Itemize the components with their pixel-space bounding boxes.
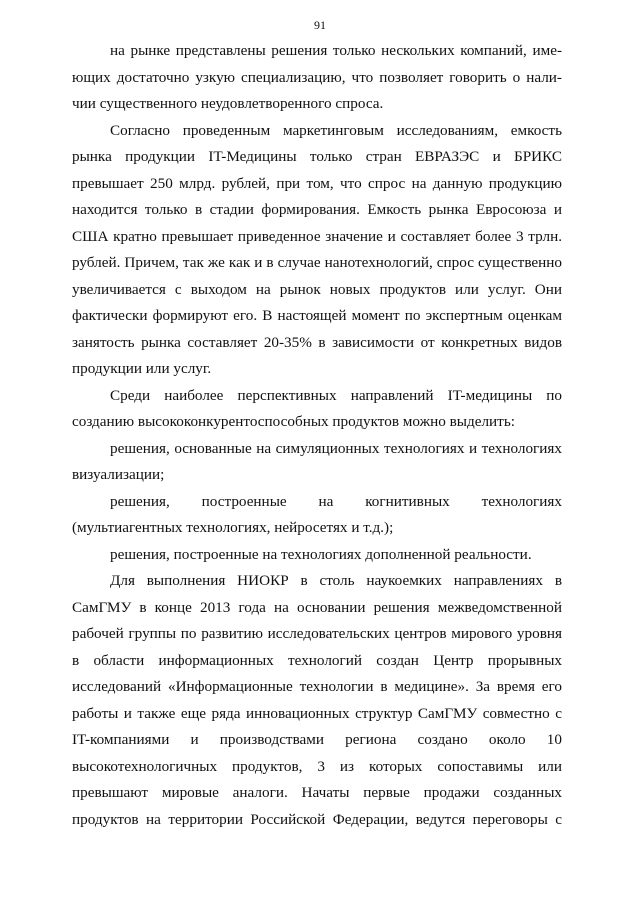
text-line: решения, основанные на симуляционных технологиях и технологиях [110,439,562,457]
text-line: СамГМУ в конце 2013 года на основании решения межведомственной [72,598,562,616]
paragraph-directions-intro [72,383,562,436]
text-line: на рынке представлены решения только нескольких компаний, име- [110,42,562,59]
page-number: 91 [314,18,326,32]
text-line: продуктов на территории Российской Федерации, ведутся переговоры с [72,810,562,828]
text-line: чии существенного неудовлетворенного спроса. [72,95,384,112]
word: решения, [110,492,170,510]
text-line: решения, построенные на технологиях дополненной реальности. [110,545,532,563]
document-body [72,38,562,833]
word: технологиях [481,492,562,510]
list-item-augmented-reality [72,542,562,569]
list-item-simulation [72,436,562,489]
text-line: превышает 250 млрд. рублей, при том, что спрос на данную продукцию [72,174,562,192]
paragraph-market-continuation [72,38,562,118]
text-line: в области информационных технологий создан Центр прорывных [72,651,562,669]
word: построенные [201,492,287,510]
word: когнитивных [365,492,450,510]
text-line: ющих достаточно узкую специализацию, что позволяет говорить о нали- [72,68,562,86]
text-line: Среди наиболее перспективных направлений IT-медицины по [110,386,562,404]
text-line [72,489,562,516]
text-line: исследований «Информационные технологии в медицине». За время его [72,678,562,695]
text-line: США кратно превышает приведенное значение и составляет более 3 трлн. [72,227,562,245]
text-line: IT-компаниями и производствами региона создано около 10 [72,731,562,748]
text-line: Согласно проведенным маркетинговым исследованиям, емкость [110,121,562,139]
word: на [318,492,334,510]
text-line: работы и также еще ряда инновационных структур СамГМУ совместно с [72,704,562,722]
list-item-cognitive [72,489,562,542]
text-line: превышают мировые аналоги. Начаты первые продажи созданных [72,784,562,801]
text-line: созданию высококонкурентоспособных продуктов можно выделить: [72,413,515,430]
text-line: высокотехнологичных продуктов, 3 из которых сопоставимы или [72,757,562,775]
text-line: фактически формируют его. В настоящей момент по экспертным оценкам [72,307,562,324]
paragraph-market-research [72,118,562,383]
text-line: увеличивается с выходом на рынок новых продуктов или услуг. Они [72,280,562,298]
text-line: находится только в стадии формирования. Емкость рынка Евросоюза и [72,201,562,218]
text-line: рынка продукции IT-Медицины только стран ЕВРАЗЭС и БРИКС [72,148,562,165]
text-line: рабочей группы по развитию исследовательских центров мирового уровня [72,625,562,642]
text-line: рублей. Причем, так же как и в случае нанотехнологий, спрос существенно [72,254,562,271]
paragraph-niokr [72,568,562,833]
text-line: продукции или услуг. [72,360,212,377]
text-line: Для выполнения НИОКР в столь наукоемких направлениях в [110,572,562,589]
text-line: (мультиагентных технологиях, нейросетях и т.д.); [72,519,394,536]
text-line: занятость рынка составляет 20-35% в зависимости от конкретных видов [72,333,562,351]
text-line: визуализации; [72,466,165,483]
